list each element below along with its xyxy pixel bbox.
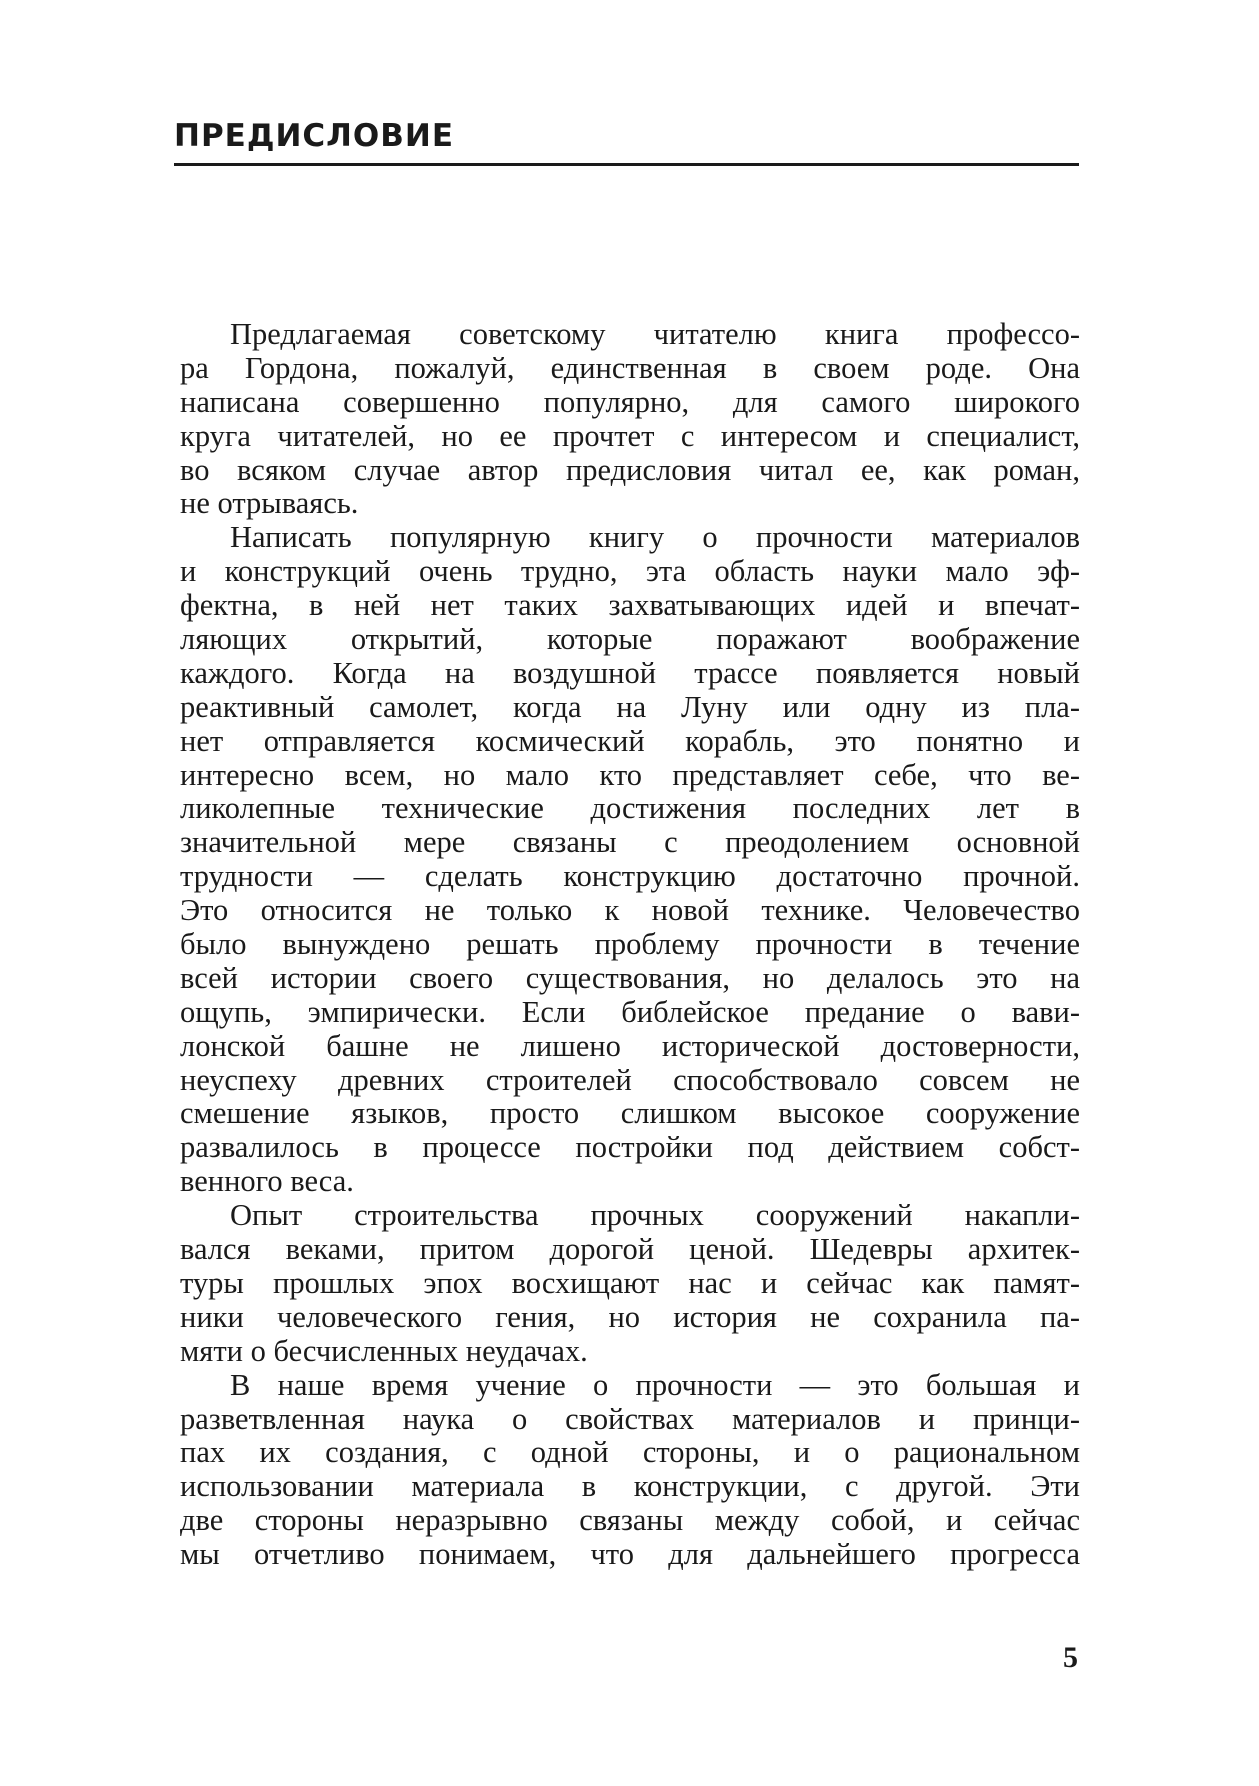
chapter-heading: ПРЕДИСЛОВИЕ <box>174 118 454 154</box>
text-line: туры прошлых эпох восхищают нас и сейчас как памят- <box>180 1265 1080 1300</box>
text-line: Опыт строительства прочных сооружений накапли- <box>230 1198 1080 1233</box>
text-line: каждого. Когда на воздушной трассе появляется новый <box>180 655 1080 690</box>
text-line: всей истории своего существования, но делалось это на <box>180 960 1080 995</box>
text-line: Это относится не только к новой технике. Человечество <box>180 893 1080 928</box>
text-line: мяти о бесчисленных неудачах. <box>180 1333 588 1368</box>
text-line: реактивный самолет, когда на Луну или одну из пла- <box>180 689 1080 724</box>
text-line: неуспеху древних строителей способствовало совсем не <box>180 1062 1080 1097</box>
text-line: круга читателей, но ее прочтет с интересом и специалист, <box>180 418 1080 453</box>
text-line: было вынуждено решать проблему прочности в течение <box>180 927 1080 962</box>
text-line: пах их создания, с одной стороны, и о рациональном <box>180 1435 1080 1470</box>
page-number: 5 <box>1063 1641 1078 1674</box>
text-line: ляющих открытий, которые поражают воображение <box>180 622 1080 657</box>
text-line: интересно всем, но мало кто представляет себе, что ве- <box>180 757 1080 792</box>
text-line: ликолепные технические достижения последних лет в <box>180 791 1080 826</box>
text-line: мы отчетливо понимаем, что для дальнейшего прогресса <box>180 1537 1080 1572</box>
text-line: написана совершенно популярно, для самого широкого <box>180 384 1080 419</box>
text-line: значительной мере связаны с преодолением основной <box>180 825 1080 860</box>
paragraph <box>180 318 1080 521</box>
text-line: две стороны неразрывно связаны между собой, и сейчас <box>180 1503 1080 1538</box>
text-line: ра Гордона, пожалуй, единственная в своем роде. Она <box>180 350 1080 385</box>
text-line: не отрываясь. <box>180 486 359 521</box>
paragraph <box>180 521 1080 1199</box>
text-line: и конструкций очень трудно, эта область науки мало эф- <box>180 554 1080 589</box>
text-line: фектна, в ней нет таких захватывающих идей и впечат- <box>180 588 1080 623</box>
text-line: использовании материала в конструкции, с другой. Эти <box>180 1469 1080 1504</box>
text-line: Предлагаемая советскому читателю книга профессо- <box>230 317 1080 351</box>
paragraph <box>180 1369 1080 1572</box>
heading-rule <box>174 163 1079 166</box>
text-line: ники человеческого гения, но история не сохранила па- <box>180 1299 1080 1334</box>
body-text <box>180 318 1080 1572</box>
text-line: разветвленная наука о свойствах материалов и принци- <box>180 1401 1080 1436</box>
text-line: нет отправляется космический корабль, это понятно и <box>180 723 1080 758</box>
text-line: развалилось в процессе постройки под действием собст- <box>180 1130 1080 1165</box>
text-line: Написать популярную книгу о прочности материалов <box>230 520 1080 555</box>
text-line: лонской башне не лишено исторической достоверности, <box>180 1028 1080 1063</box>
text-line: во всяком случае автор предисловия читал ее, как роман, <box>180 452 1080 487</box>
text-line: венного веса. <box>180 1164 354 1199</box>
text-line: вался веками, притом дорогой ценой. Шедевры архитек- <box>180 1232 1080 1267</box>
paragraph <box>180 1199 1080 1368</box>
text-line: трудности — сделать конструкцию достаточно прочной. <box>180 859 1080 894</box>
text-line: ощупь, эмпирически. Если библейское предание о вави- <box>180 994 1080 1029</box>
text-line: смешение языков, просто слишком высокое сооружение <box>180 1096 1080 1131</box>
text-line: В наше время учение о прочности — это большая и <box>230 1367 1080 1402</box>
